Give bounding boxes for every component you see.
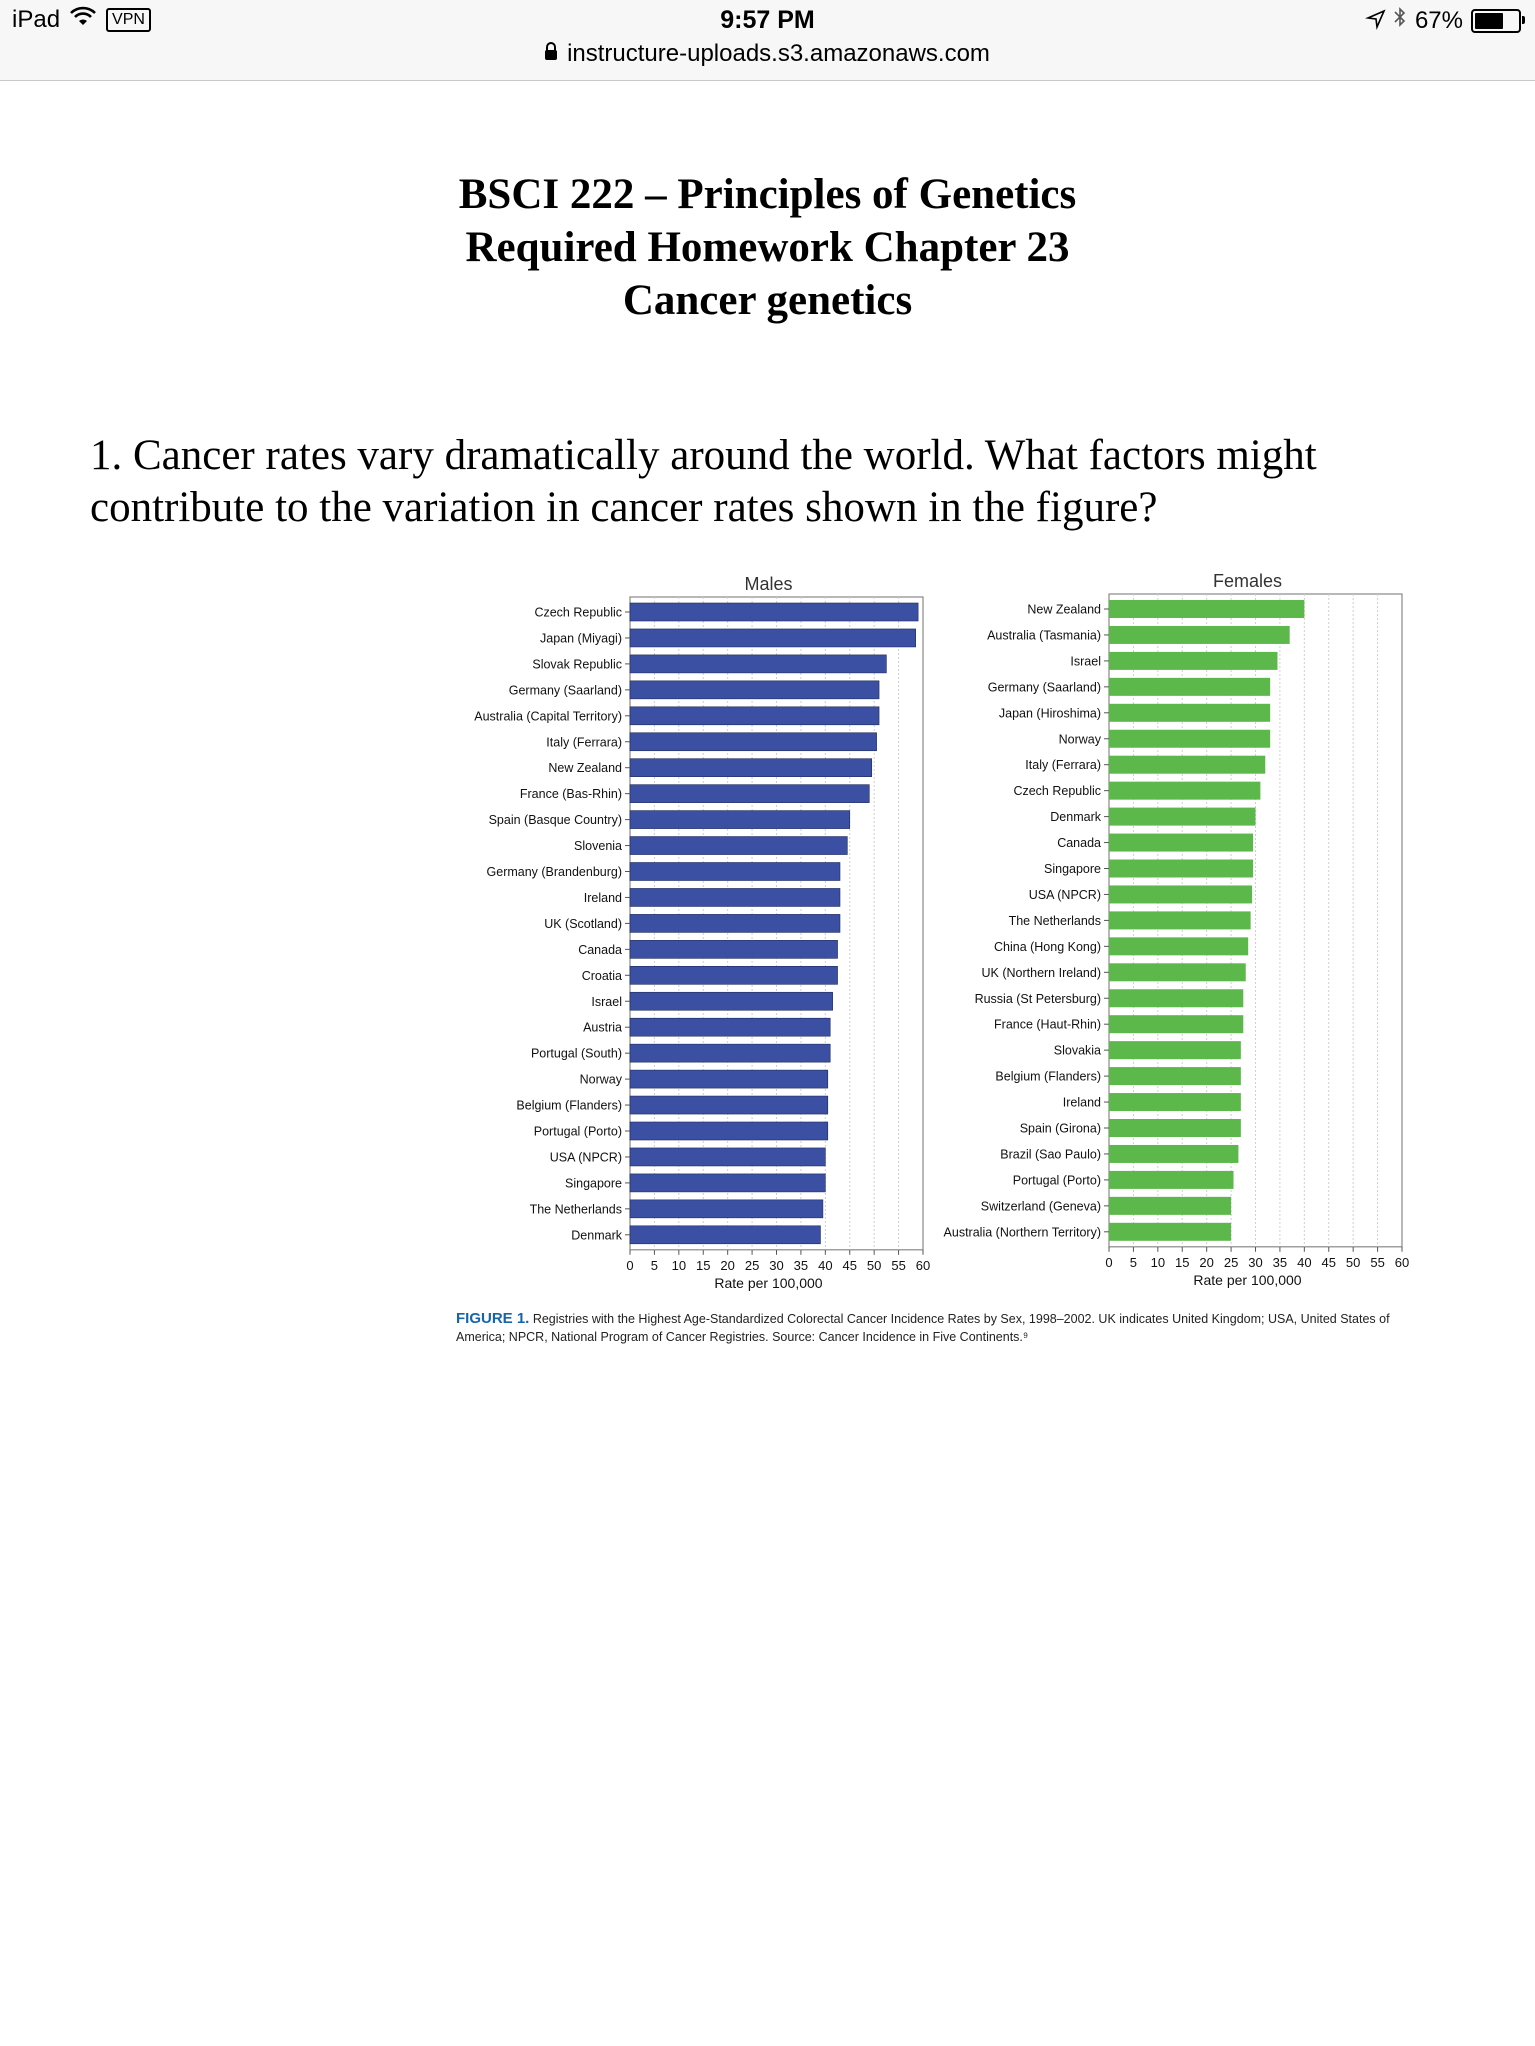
caption-label: FIGURE 1.	[456, 1310, 530, 1327]
males-category-label: New Zealand	[548, 761, 622, 776]
females-bar	[1109, 808, 1256, 826]
males-xtick-label: 25	[744, 1257, 760, 1273]
males-category-label: Australia (Capital Territory)	[474, 709, 622, 724]
males-category-label: Germany (Brandenburg)	[486, 865, 622, 879]
females-xtick-label: 30	[1248, 1254, 1263, 1270]
females-panel-title: Females	[1212, 571, 1283, 591]
males-xtick-label: 10	[671, 1257, 687, 1273]
males-category-label: Croatia	[581, 968, 622, 983]
females-category-label: Australia (Northern Territory)	[943, 1225, 1101, 1240]
battery-icon	[1471, 9, 1521, 33]
title-line-1: BSCI 222 – Principles of Genetics	[458, 171, 1077, 218]
males-bar	[630, 1044, 830, 1062]
females-bar	[1109, 1223, 1231, 1241]
males-bar	[630, 888, 840, 906]
males-bar	[630, 1018, 830, 1036]
males-bar	[630, 733, 877, 751]
females-xtick-label: 40	[1297, 1254, 1312, 1270]
caption-text: Registries with the Highest Age-Standardized Colorectal Cancer Incidence Rates by Sex, 1998–2002. UK indicates United Kingdom; USA, United States of America; NPCR, National Program of Cancer Registries. Source: Cancer Incidence in Five Continents.⁹	[456, 1312, 1390, 1344]
females-bar	[1109, 963, 1246, 981]
males-bar	[630, 863, 840, 881]
lock-icon	[545, 50, 557, 60]
females-category-label: China (Hong Kong)	[993, 939, 1101, 954]
females-bar	[1109, 1145, 1238, 1163]
females-category-label: New Zealand	[1027, 602, 1101, 617]
males-bar	[630, 837, 847, 855]
status-right	[1367, 6, 1521, 35]
females-xtick-label: 60	[1394, 1254, 1410, 1270]
females-category-label: Singapore	[1044, 862, 1101, 876]
females-category-label: Germany (Saarland)	[987, 680, 1101, 695]
females-category-label: The Netherlands	[1008, 913, 1101, 928]
title-line-2: Required Homework Chapter 23	[465, 224, 1070, 271]
females-category-label: France (Haut-Rhin)	[994, 1017, 1101, 1032]
location-arrow-icon	[1367, 7, 1385, 35]
question-line-2: contribute to the variation in cancer rates shown in the figure?	[90, 484, 1158, 531]
bluetooth-icon	[1393, 6, 1407, 35]
males-xtick-label: 60	[915, 1257, 931, 1273]
figure-caption	[456, 1310, 1416, 1346]
battery-fill	[1475, 13, 1503, 29]
males-bar	[630, 992, 833, 1010]
females-xtick-label: 35	[1272, 1254, 1288, 1270]
males-bar	[630, 1148, 825, 1166]
females-category-label: Slovakia	[1053, 1043, 1101, 1058]
females-category-label: Switzerland (Geneva)	[980, 1199, 1101, 1214]
males-bar	[630, 1226, 820, 1244]
status-bar	[0, 0, 1535, 81]
females-category-label: Russia (St Petersburg)	[974, 991, 1101, 1006]
males-bar	[630, 681, 879, 699]
males-xtick-label: 5	[650, 1257, 659, 1273]
females-bar	[1109, 756, 1265, 774]
males-category-label: UK (Scotland)	[544, 916, 622, 931]
males-bar	[630, 785, 869, 803]
females-category-label: Italy (Ferrara)	[1025, 758, 1101, 773]
females-category-label: Australia (Tasmania)	[987, 628, 1101, 643]
females-category-label: Czech Republic	[1013, 784, 1101, 799]
males-category-label: Austria	[583, 1020, 622, 1035]
males-category-label: Portugal (South)	[530, 1046, 622, 1061]
males-xtick-label: 30	[769, 1257, 784, 1273]
females-bar	[1109, 704, 1270, 722]
document-title	[0, 168, 1535, 327]
males-category-label: Portugal (Porto)	[533, 1124, 622, 1139]
males-bar	[630, 1200, 823, 1218]
females-category-label: Spain (Girona)	[1019, 1121, 1101, 1136]
females-bar	[1109, 860, 1253, 878]
females-bar	[1109, 1093, 1241, 1111]
males-bar	[630, 707, 879, 725]
females-bar	[1109, 1015, 1243, 1033]
males-xtick-label: 40	[818, 1257, 833, 1273]
females-bar	[1109, 1119, 1241, 1137]
females-xtick-label: 45	[1321, 1254, 1336, 1270]
males-xtick-label: 50	[866, 1257, 882, 1273]
males-panel-title: Males	[744, 574, 793, 594]
females-category-label: USA (NPCR)	[1028, 887, 1101, 902]
males-bar	[630, 759, 872, 777]
males-xtick-label: 0	[626, 1257, 634, 1273]
females-bar	[1109, 600, 1304, 618]
question-line-1: 1. Cancer rates vary dramatically around the world. What factors might	[90, 432, 1317, 479]
females-category-label: Israel	[1070, 654, 1101, 669]
females-category-label: Canada	[1057, 836, 1101, 851]
males-x-axis-title: Rate per 100,000	[714, 1274, 823, 1291]
males-xtick-label: 20	[720, 1257, 735, 1273]
females-xtick-label: 20	[1199, 1254, 1214, 1270]
males-xtick-label: 45	[842, 1257, 857, 1273]
males-bar	[630, 629, 916, 647]
males-bar	[630, 655, 886, 673]
question-1	[90, 430, 1490, 534]
females-category-label: UK (Northern Ireland)	[981, 965, 1101, 980]
males-bar	[630, 1070, 828, 1088]
address-bar[interactable]	[0, 40, 1535, 68]
females-bar	[1109, 885, 1252, 903]
females-x-axis-title: Rate per 100,000	[1193, 1271, 1302, 1288]
males-category-label: Slovak Republic	[532, 657, 622, 672]
males-category-label: Norway	[579, 1072, 622, 1087]
device-name: iPad	[12, 6, 61, 33]
males-category-label: Singapore	[565, 1176, 622, 1191]
females-bar	[1109, 782, 1260, 800]
females-xtick-label: 50	[1345, 1254, 1361, 1270]
females-xtick-label: 10	[1150, 1254, 1166, 1270]
males-category-label: The Netherlands	[529, 1202, 622, 1217]
males-category-label: USA (NPCR)	[549, 1150, 622, 1165]
males-category-label: Denmark	[571, 1228, 622, 1243]
males-xtick-label: 35	[793, 1257, 809, 1273]
males-category-label: Israel	[591, 994, 622, 1009]
females-category-label: Ireland	[1062, 1095, 1101, 1110]
males-category-label: Slovenia	[574, 839, 622, 854]
females-category-label: Japan (Hiroshima)	[998, 706, 1101, 721]
females-bar	[1109, 911, 1251, 929]
males-bar	[630, 940, 838, 958]
title-line-3: Cancer genetics	[622, 277, 913, 324]
males-xtick-label: 15	[696, 1257, 711, 1273]
females-bar	[1109, 626, 1290, 644]
males-xtick-label: 55	[891, 1257, 906, 1273]
males-category-label: Italy (Ferrara)	[546, 735, 622, 750]
males-bar	[630, 811, 850, 829]
males-category-label: Ireland	[583, 890, 622, 905]
battery-percent: 67%	[1414, 6, 1463, 34]
url-text: instructure-uploads.s3.amazonaws.com	[567, 40, 990, 67]
females-bar	[1109, 1171, 1234, 1189]
females-category-label: Portugal (Porto)	[1012, 1173, 1101, 1188]
males-bar	[630, 1096, 828, 1114]
females-xtick-label: 15	[1175, 1254, 1190, 1270]
males-bar	[630, 1174, 825, 1192]
males-category-label: Spain (Basque Country)	[488, 813, 622, 828]
females-bar	[1109, 989, 1243, 1007]
status-time: 9:57 PM	[720, 6, 815, 34]
females-xtick-label: 55	[1370, 1254, 1385, 1270]
females-bar	[1109, 1197, 1231, 1215]
females-bar	[1109, 678, 1270, 696]
males-category-label: Belgium (Flanders)	[516, 1098, 622, 1113]
females-bar	[1109, 937, 1248, 955]
females-category-label: Belgium (Flanders)	[995, 1069, 1101, 1084]
males-category-label: Czech Republic	[534, 605, 622, 620]
females-category-label: Brazil (Sao Paulo)	[1000, 1147, 1101, 1162]
males-bar	[630, 966, 838, 984]
females-bar	[1109, 1041, 1241, 1059]
males-bar	[630, 1122, 828, 1140]
females-bar	[1109, 1067, 1241, 1085]
females-bar	[1109, 730, 1270, 748]
females-xtick-label: 25	[1223, 1254, 1239, 1270]
males-category-label: Japan (Miyagi)	[540, 631, 622, 646]
males-category-label: Germany (Saarland)	[508, 683, 622, 698]
vpn-badge: VPN	[106, 8, 151, 32]
males-category-label: Canada	[578, 942, 622, 957]
males-bar	[630, 914, 840, 932]
females-bar	[1109, 834, 1253, 852]
females-bar	[1109, 652, 1277, 670]
females-xtick-label: 0	[1105, 1254, 1113, 1270]
males-bar	[630, 603, 918, 621]
figure-chart	[0, 560, 1535, 1291]
females-category-label: Norway	[1058, 732, 1101, 747]
females-xtick-label: 5	[1129, 1254, 1138, 1270]
males-category-label: France (Bas-Rhin)	[519, 787, 622, 802]
females-category-label: Denmark	[1050, 810, 1101, 825]
